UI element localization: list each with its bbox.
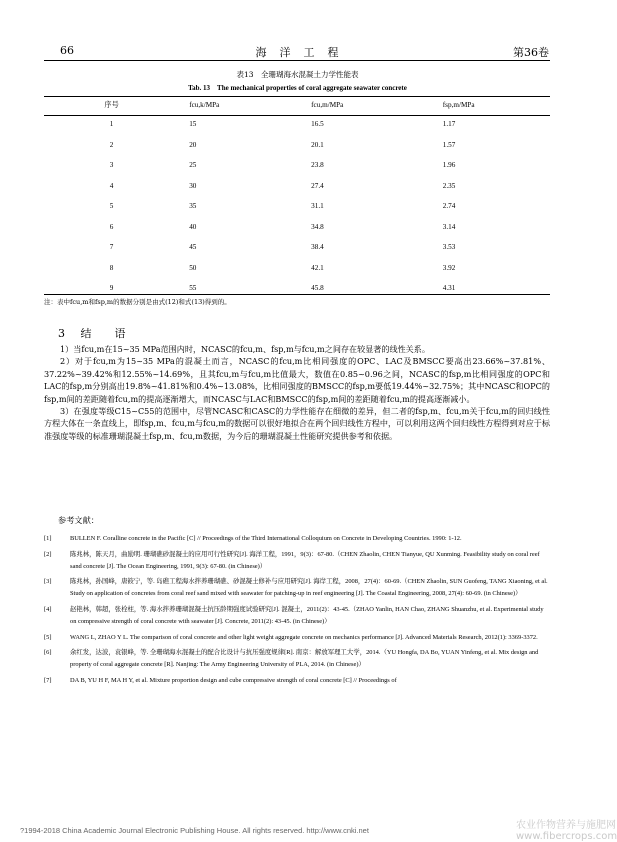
cell-fcuk: 35 xyxy=(189,202,197,211)
references-list xyxy=(44,533,550,691)
col-header-index: 序号 xyxy=(104,101,119,109)
cell-fcum: 34.8 xyxy=(311,222,324,231)
cell-fcum: 42.1 xyxy=(311,263,324,272)
reference-text: 赵艳林，韩超，张栓柱，等. 海水拌养珊瑚混凝土抗压龄期强度试验研究[J]. 混凝土，2011(2)：43-45.（ZHAO Yanlin, HAN Chao, ZHANG Shuanzhu, et al. Experimental study on compressive strength of coral concrete with seawater [J]. Concrete, 2011(2): 43-45. (in Chinese)） xyxy=(70,605,544,625)
section-number: 3 xyxy=(58,327,71,340)
table-row xyxy=(44,258,550,279)
conclusion-paragraph: 3）在强度等级C15~C55的范围中，尽管NCASC和CASC的力学性能存在细微的差异，但二者的fsp,m、fcu,m关于fcu,m的回归线性方程大体在一条直线上，即fsp,m、fcu,m与fcu,m的数据可以很好地拟合在两个回归线性方程中，可以利用这两个回归线性方程得到对应于标准强度等级的标准珊瑚混凝土fsp,m、fcu,m数据，为今后的珊瑚混凝土性能研究提供参考和依据。 xyxy=(44,406,550,441)
table-row xyxy=(44,135,550,156)
reference-number: [7] xyxy=(44,676,52,684)
cell-index: 8 xyxy=(109,263,114,272)
watermark-line: 农业作物营养与施肥网 xyxy=(516,820,616,831)
cell-fspm: 2.35 xyxy=(442,181,456,190)
section-title: 结 语 xyxy=(80,327,132,340)
cell-fcum: 27.4 xyxy=(311,181,324,190)
cell-fcuk: 25 xyxy=(189,161,197,170)
properties-table xyxy=(44,96,550,299)
volume-label: 第36卷 xyxy=(513,46,549,59)
table-row xyxy=(44,217,550,238)
cell-fcum: 45.8 xyxy=(311,284,324,293)
reference-text: 余红发，达波，袁银峰，等. 全珊瑚海水混凝土的配合比设计与抗压强度规律[R]. 南京：解放军理工大学，2014.（YU Hongfa, DA Bo, YUAN Yinfeng, et al. Mix design and property of coral aggregate concrete [R]. Nanjing: The Army Engineering University of PLA, 2014. (in Chinese)） xyxy=(70,649,539,669)
cell-index: 6 xyxy=(109,222,114,231)
table-row xyxy=(44,155,550,176)
reference-number: [3] xyxy=(44,578,52,586)
reference-item xyxy=(44,604,550,628)
cell-fspm: 1.96 xyxy=(442,161,456,170)
table-row xyxy=(44,237,550,258)
reference-item xyxy=(44,576,550,600)
page-number: 66 xyxy=(60,44,74,57)
cell-fspm: 3.14 xyxy=(442,222,456,231)
watermark-line: www.fibercrops.com xyxy=(516,831,617,842)
journal-name: 海 洋 工 程 xyxy=(255,46,340,59)
watermark xyxy=(516,820,617,842)
cell-fspm: 2.74 xyxy=(442,202,456,211)
table-note: 注：表中fcu,m和fsp,m的数据分别是由式(12)和式(13)得到的。 xyxy=(44,298,231,306)
reference-text: 陈兆林，孙国峰，唐筱宁，等. 岛礁工程海水拌养珊瑚礁、砂混凝土修补与应用研究[J]. 海岸工程，2008，27(4)：60-69.（CHEN Zhaolin, SUN Guofeng, TANG Xiaoning, et al. Study on application of concretes from coral reef sand mixed with seawater for patching-up in reef engineering [J]. The Coastal Engineering, 2008, 27(4): 60-69. (in Chinese)） xyxy=(70,578,548,598)
reference-item xyxy=(44,632,550,644)
cell-fcuk: 50 xyxy=(189,263,197,272)
reference-text: WANG L, ZHAO Y L. The comparison of coral concrete and other light weight aggregate concrete on mechanics performance [J]. Advanced Materials Research, 2012(1): 3369-3372. xyxy=(70,633,538,641)
table-row xyxy=(44,114,550,135)
cell-fcum: 23.8 xyxy=(311,161,324,170)
reference-number: [4] xyxy=(44,605,52,613)
reference-number: [1] xyxy=(44,535,52,542)
cell-fcum: 38.4 xyxy=(311,243,324,252)
cell-fcuk: 45 xyxy=(189,243,197,252)
reference-item xyxy=(44,647,550,671)
cell-fspm: 1.17 xyxy=(442,120,456,129)
table-caption-en: Tab. 13 The mechanical properties of coral aggregate seawater concrete xyxy=(188,84,407,92)
cell-index: 7 xyxy=(109,243,114,252)
cell-fcuk: 15 xyxy=(189,120,197,129)
cell-index: 9 xyxy=(109,284,114,293)
cell-fcum: 16.5 xyxy=(311,120,324,129)
cell-fspm: 4.31 xyxy=(442,284,456,293)
cell-fspm: 3.92 xyxy=(442,263,456,272)
reference-item xyxy=(44,675,550,687)
table-row xyxy=(44,176,550,197)
conclusion-paragraph: 2）对于fcu,m为15~35 MPa的混凝土而言，NCASC的fcu,m比相同强度的OPC、LAC及BMSCC要高出23.66%~37.81%、37.22%~39.42%和12.55%~14.69%，且其fcu,m与fcu,m比值最大，数值在0.85~0.96之间，NCASC的fsp,m比相同强度的OPC和LAC的fsp,m分别高出19.8%~41.81%和0.4%~13.08%，比相同强度的BMSCC的fsp,m要低19.44%~32.75%；其中NCASC和OPC的fsp,m间的差距随着fcu,m的提高逐渐增大，而NCASC与LAC和BMSCC的fsp,m间的差距随着fcu,m的提高逐渐减小。 xyxy=(44,356,550,404)
reference-item xyxy=(44,549,550,573)
cell-fcuk: 30 xyxy=(189,181,197,190)
reference-text: DA B, YU H F, MA H Y, et al. Mixture proportion design and cube compressive strength of coral concrete [C] // Proceedings of xyxy=(70,676,397,684)
section-heading xyxy=(58,325,132,341)
cell-fcuk: 20 xyxy=(189,140,197,149)
table-bottom-rule xyxy=(44,294,550,295)
col-header-fspm: fsp,m/MPa xyxy=(442,101,475,109)
table-header-rule xyxy=(44,115,550,116)
cell-index: 4 xyxy=(109,181,114,190)
table-header-row xyxy=(44,96,550,114)
col-header-fcuk: fcu,k/MPa xyxy=(189,101,220,109)
cell-fspm: 1.57 xyxy=(442,140,456,149)
reference-text: BULLEN F. Coralline concrete in the Pacific [C] // Proceedings of the Third International Colloquium on Concrete in Developing Countries. 1990: 1-12. xyxy=(70,535,462,542)
cell-index: 5 xyxy=(109,202,114,211)
cell-fcum: 20.1 xyxy=(311,140,324,149)
cell-fcuk: 55 xyxy=(189,284,197,293)
table-row xyxy=(44,278,550,299)
cell-index: 2 xyxy=(109,140,114,149)
cell-index: 3 xyxy=(109,161,114,170)
cell-fcum: 31.1 xyxy=(311,202,324,211)
conclusion-paragraph: 1）当fcu,m在15~35 MPa范围内时，NCASC的fcu,m、fsp,m与fcu,m之间存在较显著的线性关系。 xyxy=(60,344,430,354)
reference-number: [2] xyxy=(44,550,52,558)
references-title: 参考文献： xyxy=(58,515,99,525)
cell-fspm: 3.53 xyxy=(442,243,456,252)
table-row xyxy=(44,196,550,217)
conclusions-body xyxy=(44,343,550,442)
reference-number: [6] xyxy=(44,649,52,657)
header-rule xyxy=(44,60,550,61)
col-header-fcum: fcu,m/MPa xyxy=(311,101,344,109)
reference-number: [5] xyxy=(44,633,52,641)
table-caption-cn: 表13 全珊瑚海水混凝土力学性能表 xyxy=(236,70,359,79)
copyright-footer: ?1994-2018 China Academic Journal Electronic Publishing House. All rights reserved. http://www.cnki.net xyxy=(20,826,369,835)
cell-fcuk: 40 xyxy=(189,222,197,231)
reference-text: 陈兆林，陈天月，曲励明. 珊瑚礁砂混凝土的应用可行性研究[J]. 海洋工程，1991，9(3)：67-80.（CHEN Zhaolin, CHEN Tianyue, QU Xunming. Feasibility study on coral reef sand concrete [J]. The Ocean Engineering, 1991, 9(3): 67-80. (in Chinese)） xyxy=(70,550,540,570)
cell-index: 1 xyxy=(109,120,114,129)
reference-item xyxy=(44,533,550,545)
